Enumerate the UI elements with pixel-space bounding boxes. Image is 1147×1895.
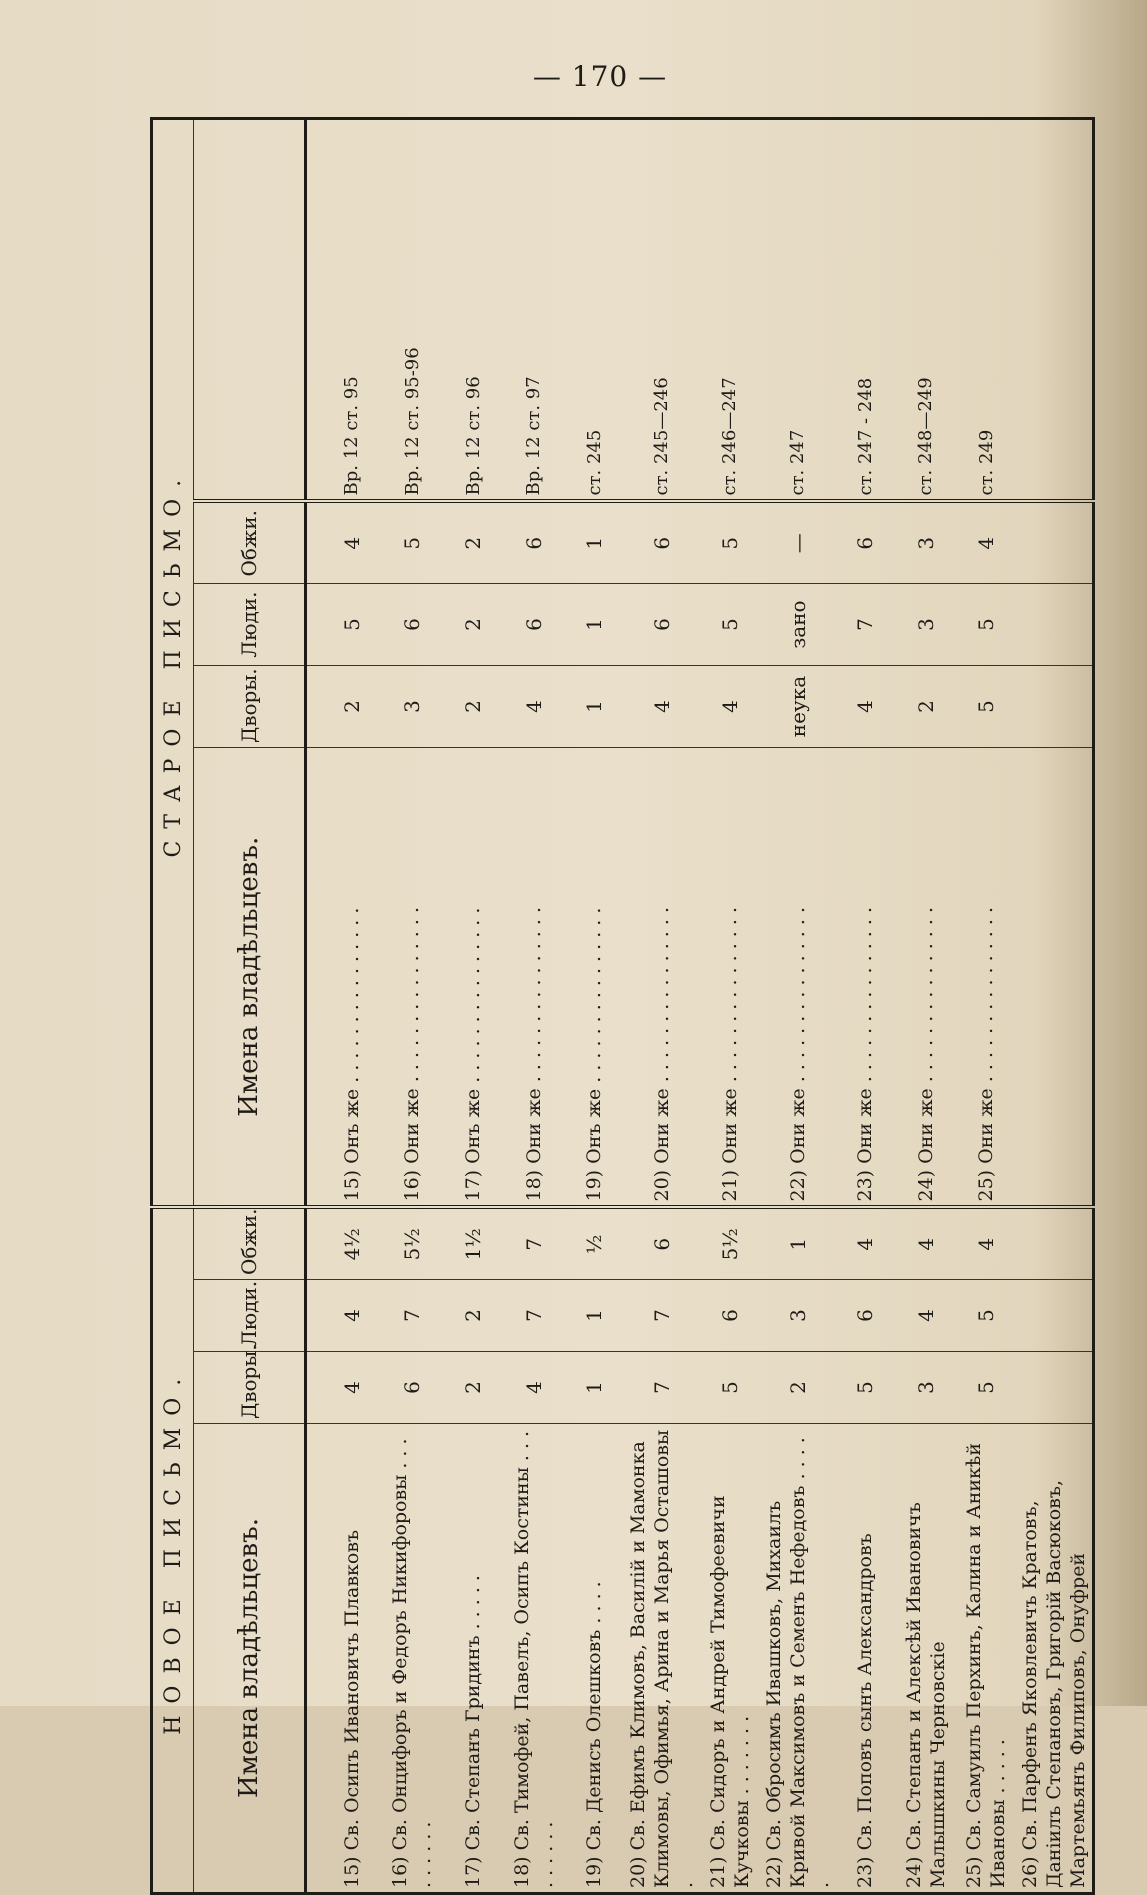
new-dvory-value: 3 xyxy=(896,1352,957,1424)
old-dvory-value: 4 xyxy=(835,666,896,748)
table-row xyxy=(443,118,504,1893)
old-lyudi-value: 5 xyxy=(956,584,1017,666)
old-lyudi-value: зано xyxy=(760,584,835,666)
old-obzhi-value: 6 xyxy=(624,502,699,584)
table-row xyxy=(956,118,1017,1893)
old-obzhi-value: 6 xyxy=(835,502,896,584)
new-obzhi-value: 1 xyxy=(760,1208,835,1280)
new-lyudi-value: 7 xyxy=(624,1280,699,1352)
new-owner-name: 15) Св. Осипъ Ивановичъ Плавковъ xyxy=(322,1424,383,1894)
old-obzhi-value: 5 xyxy=(382,502,443,584)
old-dvory-value: 2 xyxy=(896,666,957,748)
old-lyudi-value: 5 xyxy=(322,584,383,666)
source-reference: Вр. 12 ст. 95 xyxy=(322,118,383,501)
new-obzhi-value: ½ xyxy=(564,1208,625,1280)
old-lyudi-value: 2 xyxy=(443,584,504,666)
new-owner-name: 18) Св. Тимофей, Павелъ, Осипъ Костины . . . . . . . . . xyxy=(503,1424,564,1894)
new-obzhi-value xyxy=(1017,1208,1094,1280)
new-dvory-value: 1 xyxy=(564,1352,625,1424)
new-lyudi-header: Люди. xyxy=(194,1280,306,1352)
old-owner-name: 19) Онъ же . . . . . . . . . . . . . . . xyxy=(564,748,625,1208)
old-owner-name: 15) Онъ же . . . . . . . . . . . . . . . xyxy=(322,748,383,1208)
old-lyudi-value: 5 xyxy=(699,584,760,666)
old-owner-name: 20) Они же . . . . . . . . . . . . . . . xyxy=(624,748,699,1208)
source-reference xyxy=(1017,118,1094,501)
source-reference: ст. 249 xyxy=(956,118,1017,501)
new-dvory-value: 5 xyxy=(699,1352,760,1424)
old-owner-name: 21) Они же . . . . . . . . . . . . . . . xyxy=(699,748,760,1208)
source-reference: Вр. 12 ст. 95-96 xyxy=(382,118,443,501)
old-dvory-value xyxy=(1017,666,1094,748)
old-dvory-value: неука xyxy=(760,666,835,748)
new-dvory-value: 2 xyxy=(443,1352,504,1424)
table-row xyxy=(1017,118,1094,1893)
source-reference: ст. 245 xyxy=(564,118,625,501)
page-number: — 170 — xyxy=(532,60,668,93)
new-owner-name: 26) Св. Парфенъ Яковлевичъ Кратовъ, Даніилъ Степановъ, Григорій Васюковъ, Мартемьянъ Филиповъ, Онуфрей xyxy=(1017,1424,1094,1894)
new-lyudi-value: 6 xyxy=(699,1280,760,1352)
old-obzhi-value: 2 xyxy=(443,502,504,584)
new-lyudi-value: 2 xyxy=(443,1280,504,1352)
new-owner-name: 17) Св. Степанъ Гридинъ . . . . . xyxy=(443,1424,504,1894)
rotated-table-area xyxy=(150,120,1095,1895)
old-owner-name: 16) Они же . . . . . . . . . . . . . . . xyxy=(382,748,443,1208)
table-row xyxy=(382,118,443,1893)
new-owner-name: 25) Св. Самуилъ Перхинъ, Калина и Аникѣй Ивановы . . . . . xyxy=(956,1424,1017,1894)
new-names-header: Имена владѣльцевъ. xyxy=(194,1424,306,1894)
old-lyudi-value: 3 xyxy=(896,584,957,666)
old-obzhi-header: Обжи. xyxy=(194,502,306,584)
old-dvory-value: 1 xyxy=(564,666,625,748)
new-obzhi-value: 4 xyxy=(956,1208,1017,1280)
new-obzhi-value: 4½ xyxy=(322,1208,383,1280)
new-dvory-value xyxy=(1017,1352,1094,1424)
new-obzhi-value: 5½ xyxy=(382,1208,443,1280)
old-owner-name: 25) Они же . . . . . . . . . . . . . . . xyxy=(956,748,1017,1208)
new-obzhi-value: 4 xyxy=(835,1208,896,1280)
old-lyudi-value: 7 xyxy=(835,584,896,666)
old-lyudi-header: Люди. xyxy=(194,584,306,666)
table-row xyxy=(322,118,383,1893)
new-obzhi-value: 7 xyxy=(503,1208,564,1280)
source-reference: Вр. 12 ст. 97 xyxy=(503,118,564,501)
old-section-header: СТАРОЕ ПИСЬМО. xyxy=(152,118,194,1207)
new-obzhi-value: 5½ xyxy=(699,1208,760,1280)
old-owner-name: 18) Они же . . . . . . . . . . . . . . . xyxy=(503,748,564,1208)
new-lyudi-value: 3 xyxy=(760,1280,835,1352)
old-owner-name xyxy=(1017,748,1094,1208)
old-dvory-value: 5 xyxy=(956,666,1017,748)
new-dvory-value: 5 xyxy=(835,1352,896,1424)
new-owner-name: 19) Св. Денисъ Олешковъ . . . . xyxy=(564,1424,625,1894)
old-lyudi-value xyxy=(1017,584,1094,666)
old-lyudi-value: 6 xyxy=(382,584,443,666)
new-dvory-header: Дворы. xyxy=(194,1352,306,1424)
old-owner-name: 17) Онъ же . . . . . . . . . . . . . . . xyxy=(443,748,504,1208)
old-obzhi-value: 4 xyxy=(322,502,383,584)
table-row xyxy=(564,118,625,1893)
source-reference: ст. 245—246 xyxy=(624,118,699,501)
new-owner-name: 24) Св. Степанъ и Алексѣй Ивановичъ Малышкины Черновскіе xyxy=(896,1424,957,1894)
new-lyudi-value: 5 xyxy=(956,1280,1017,1352)
new-lyudi-value: 6 xyxy=(835,1280,896,1352)
old-obzhi-value: 1 xyxy=(564,502,625,584)
reference-header xyxy=(194,118,306,501)
new-obzhi-header: Обжи. xyxy=(194,1208,306,1280)
new-obzhi-value: 6 xyxy=(624,1208,699,1280)
new-obzhi-value: 4 xyxy=(896,1208,957,1280)
new-lyudi-value xyxy=(1017,1280,1094,1352)
table-row xyxy=(624,118,699,1893)
old-dvory-value: 4 xyxy=(699,666,760,748)
old-dvory-value: 3 xyxy=(382,666,443,748)
old-obzhi-value: 3 xyxy=(896,502,957,584)
new-lyudi-value: 4 xyxy=(896,1280,957,1352)
new-dvory-value: 6 xyxy=(382,1352,443,1424)
new-dvory-value: 4 xyxy=(322,1352,383,1424)
source-reference: ст. 247 - 248 xyxy=(835,118,896,501)
old-lyudi-value: 1 xyxy=(564,584,625,666)
new-dvory-value: 4 xyxy=(503,1352,564,1424)
old-owner-name: 24) Они же . . . . . . . . . . . . . . . xyxy=(896,748,957,1208)
new-lyudi-value: 7 xyxy=(503,1280,564,1352)
old-owner-name: 22) Они же . . . . . . . . . . . . . . . xyxy=(760,748,835,1208)
ledger-table xyxy=(150,117,1095,1895)
old-obzhi-value xyxy=(1017,502,1094,584)
old-dvory-value: 2 xyxy=(322,666,383,748)
source-reference: ст. 246—247 xyxy=(699,118,760,501)
table-row xyxy=(835,118,896,1893)
new-dvory-value: 2 xyxy=(760,1352,835,1424)
source-reference: Вр. 12 ст. 96 xyxy=(443,118,504,501)
new-lyudi-value: 7 xyxy=(382,1280,443,1352)
table-row xyxy=(699,118,760,1893)
table-row xyxy=(503,118,564,1893)
source-reference: ст. 248—249 xyxy=(896,118,957,501)
table-row xyxy=(760,118,835,1893)
new-owner-name: 20) Св. Ефимъ Климовъ, Василій и Мамонка Климовы, Офимья, Арина и Марья Осташовы . xyxy=(624,1424,699,1894)
new-lyudi-value: 4 xyxy=(322,1280,383,1352)
old-obzhi-value: 6 xyxy=(503,502,564,584)
new-lyudi-value: 1 xyxy=(564,1280,625,1352)
old-dvory-value: 2 xyxy=(443,666,504,748)
new-owner-name: 23) Св. Поповъ сынъ Александровъ xyxy=(835,1424,896,1894)
table-row xyxy=(896,118,957,1893)
old-dvory-value: 4 xyxy=(503,666,564,748)
new-owner-name: 21) Св. Сидоръ и Андрей Тимофеевичи Кучковы . . . . . . . xyxy=(699,1424,760,1894)
new-dvory-value: 7 xyxy=(624,1352,699,1424)
old-obzhi-value: 5 xyxy=(699,502,760,584)
new-dvory-value: 5 xyxy=(956,1352,1017,1424)
old-owner-name: 23) Они же . . . . . . . . . . . . . . . xyxy=(835,748,896,1208)
old-obzhi-value: — xyxy=(760,502,835,584)
old-obzhi-value: 4 xyxy=(956,502,1017,584)
old-dvory-header: Дворы. xyxy=(194,666,306,748)
new-owner-name: 16) Св. Онцифоръ и Федоръ Никифоровы . . . . . . . . . xyxy=(382,1424,443,1894)
new-section-header: НОВОЕ ПИСЬМО. xyxy=(152,1208,194,1894)
old-lyudi-value: 6 xyxy=(503,584,564,666)
old-lyudi-value: 6 xyxy=(624,584,699,666)
new-owner-name: 22) Св. Обросимъ Ивашковъ, Михаилъ Кривой Максимовъ и Семенъ Нефедовъ . . . . . xyxy=(760,1424,835,1894)
old-dvory-value: 4 xyxy=(624,666,699,748)
source-reference: ст. 247 xyxy=(760,118,835,501)
new-obzhi-value: 1½ xyxy=(443,1208,504,1280)
old-names-header: Имена владѣльцевъ. xyxy=(194,748,306,1208)
